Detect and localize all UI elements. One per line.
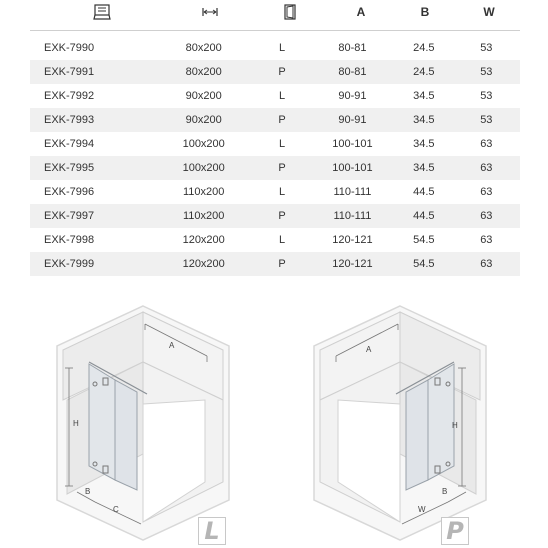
door-icon — [276, 2, 304, 22]
row-w: 63 — [480, 234, 493, 246]
table-row — [30, 252, 520, 276]
row-size: 90x200 — [185, 90, 222, 102]
row-a: 80-81 — [310, 60, 395, 84]
col-header-w: W — [483, 5, 495, 19]
row-a: 100-101 — [332, 138, 373, 150]
row-size: 120x200 — [153, 252, 254, 276]
row-side: P — [254, 204, 309, 228]
shower-tray-icon — [88, 2, 116, 22]
row-a: 100-101 — [310, 156, 395, 180]
row-size: 100x200 — [153, 156, 254, 180]
row-a: 80-81 — [338, 42, 367, 54]
width-arrow-icon — [196, 2, 224, 22]
row-a: 110-111 — [333, 186, 372, 198]
row-size: 100x200 — [182, 138, 225, 150]
row-size: 110x200 — [153, 204, 254, 228]
row-w: 63 — [480, 138, 493, 150]
row-a: 90-91 — [338, 90, 367, 102]
row-b: 34.5 — [413, 90, 435, 102]
row-a: 110-111 — [310, 204, 395, 228]
row-side: L — [279, 42, 286, 54]
table-row — [30, 204, 520, 228]
row-b: 54.5 — [413, 234, 435, 246]
row-side: P — [254, 60, 309, 84]
row-code: EXK-7993 — [30, 108, 153, 132]
shower-diagram-right — [312, 304, 488, 544]
row-size: 80x200 — [185, 42, 222, 54]
col-header-b: B — [420, 5, 430, 19]
table-row — [30, 180, 520, 204]
table-row — [30, 84, 520, 108]
row-w: 53 — [453, 108, 520, 132]
row-b: 24.5 — [413, 42, 435, 54]
table-row — [30, 228, 520, 252]
row-code: EXK-7994 — [44, 138, 95, 150]
row-side: L — [279, 234, 286, 246]
row-a: 120-121 — [332, 234, 373, 246]
row-side: P — [254, 156, 309, 180]
row-side: P — [254, 108, 309, 132]
badge-right: P — [441, 517, 469, 545]
row-code: EXK-7991 — [30, 60, 153, 84]
dim-label-h: H — [452, 421, 458, 430]
row-size: 120x200 — [182, 234, 225, 246]
row-b: 44.5 — [413, 186, 435, 198]
row-code: EXK-7995 — [30, 156, 153, 180]
table-row — [30, 108, 520, 132]
row-size: 110x200 — [182, 186, 225, 198]
row-a: 90-91 — [310, 108, 395, 132]
row-size: 90x200 — [153, 108, 254, 132]
row-size: 80x200 — [153, 60, 254, 84]
badge-left: L — [198, 517, 226, 545]
row-b: 34.5 — [413, 138, 435, 150]
row-w: 53 — [480, 42, 493, 54]
row-side: L — [279, 186, 286, 198]
row-w: 63 — [453, 252, 520, 276]
row-b: 24.5 — [395, 60, 453, 84]
row-w: 63 — [453, 204, 520, 228]
row-b: 34.5 — [395, 156, 453, 180]
row-side: L — [279, 138, 286, 150]
dim-label-w: W — [418, 505, 426, 514]
row-code: EXK-7996 — [44, 186, 95, 198]
dim-label-a: A — [366, 345, 372, 354]
dim-label-h: H — [73, 419, 79, 428]
row-w: 63 — [480, 186, 493, 198]
dim-label-b: B — [85, 487, 91, 496]
row-code: EXK-7992 — [44, 90, 95, 102]
shower-diagram-left — [55, 304, 231, 544]
dim-label-b: B — [442, 487, 448, 496]
row-b: 54.5 — [395, 252, 453, 276]
row-code: EXK-7990 — [44, 42, 95, 54]
spec-table — [30, 36, 520, 276]
row-code: EXK-7997 — [30, 204, 153, 228]
row-w: 53 — [480, 90, 493, 102]
row-w: 53 — [453, 60, 520, 84]
row-b: 44.5 — [395, 204, 453, 228]
table-row — [30, 60, 520, 84]
row-a: 120-121 — [310, 252, 395, 276]
row-code: EXK-7999 — [30, 252, 153, 276]
header-divider — [30, 30, 520, 31]
row-code: EXK-7998 — [44, 234, 95, 246]
dim-label-c: C — [113, 505, 119, 514]
table-row — [30, 36, 520, 60]
dim-label-a: A — [169, 341, 175, 350]
row-side: P — [254, 252, 309, 276]
table-row — [30, 156, 520, 180]
table-row — [30, 132, 520, 156]
col-header-a: A — [356, 5, 366, 19]
row-w: 63 — [453, 156, 520, 180]
row-side: L — [279, 90, 286, 102]
row-b: 34.5 — [395, 108, 453, 132]
